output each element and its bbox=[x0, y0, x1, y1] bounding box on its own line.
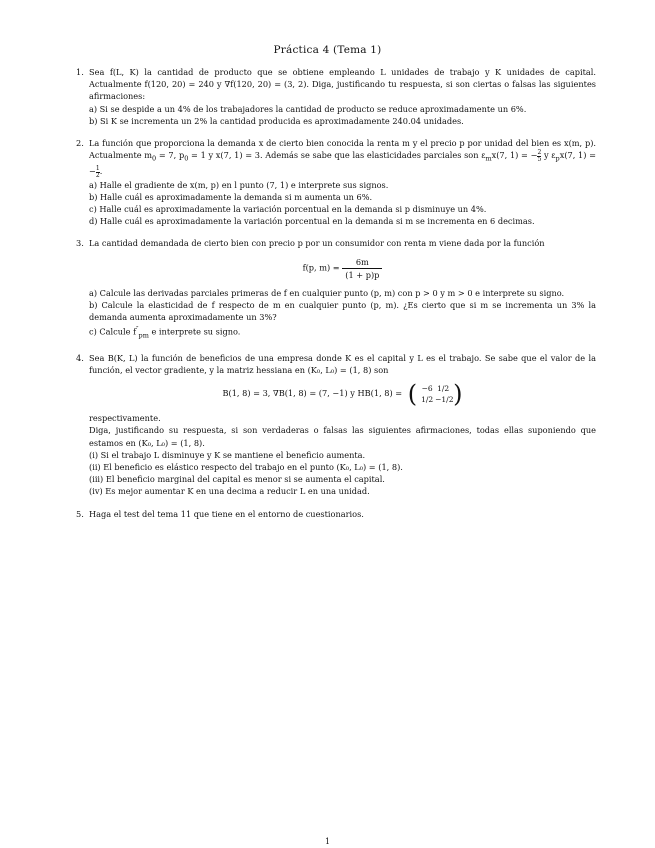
exercise-text: La función que proporciona la demanda x de cierto bien conocida la renta m y el precio p por unidad del bien es x(m, p). Actualmente $m_0 = 7$, $p_0 = 1$ y x(7, 1) = 3. Además se sabe que las elasticidades parciales son $\varepsilon_mx(7$, 1) = − $\frac{2}{5}$ y $\varepsilon_px(7$, 1) = − $\frac{1}{2}$ . bbox=[89, 138, 596, 179]
exercise-part: a) Si se despide a un 4% de los trabajadores la cantidad de producto se reduce aproximadamente un 6%. bbox=[89, 103, 527, 114]
exercise-text: Sea B(K, L) la función de beneficios de una empresa donde K es el capital y L es el trabajo. Se sabe que el valor de la función, el vector gradiente, y la matriz hessiana en (K₀, L₀) = (1, 8) son bbox=[89, 352, 596, 375]
exercise-part: a) Calcule las derivadas parciales primeras de f en cualquier punto (p, m) con p > 0 y m > 0 e interprete su signo. bbox=[89, 287, 565, 298]
exercise-list bbox=[76, 66, 596, 530]
exercise-number: 2. bbox=[76, 138, 84, 149]
exercise-text: Haga el test del tema 11 que tiene en el entorno de cuestionarios. bbox=[89, 508, 364, 519]
exercise-part: c) Halle cuál es aproximadamente la variación porcentual en la demanda si p disminuye un 4%. bbox=[89, 203, 487, 214]
hessian-matrix: ( −6 1/2 1/2 −1/2 ) bbox=[407, 380, 463, 409]
exercise-number: 5. bbox=[76, 508, 84, 519]
exercise-text: respectivamente. bbox=[89, 413, 161, 424]
exercise-text: Sea f(L, K) la cantidad de producto que se obtiene empleando L unidades de trabajo y K unidades de capital. Actualmente f(120, 20) = 240 y ∇f(120, 20) = (3, 2). Diga, justificando tu respuesta, si son ciertas o falsas las siguientes afirmaciones: bbox=[89, 67, 596, 102]
exercise-part: (ii) El beneficio es elástico respecto del trabajo en el punto (K₀, L₀) = (1, 8). bbox=[89, 461, 403, 472]
exercise-part: c) Calcule $f''_{pm}$ e interprete su signo. bbox=[89, 325, 241, 340]
exercise-number: 4. bbox=[76, 352, 84, 363]
exercise-5 bbox=[76, 508, 596, 520]
exercise-part: b) Halle cuál es aproximadamente la demanda si m aumenta un 6%. bbox=[89, 191, 373, 202]
exercise-number: 3. bbox=[76, 238, 84, 249]
fraction: $\frac{1}{2}$ bbox=[95, 164, 100, 179]
exercise-number: 1. bbox=[76, 67, 84, 77]
fraction: $\frac{2}{5}$ bbox=[537, 148, 542, 163]
exercise-part: d) Halle cuál es aproximadamente la variación porcentual en la demanda si m se incrementa en 6 decimas. bbox=[89, 216, 535, 227]
exercise-4 bbox=[76, 352, 596, 498]
exercise-part: b) Si K se incrementa un 2% la cantidad producida es aproximadamente 240.04 unidades. bbox=[89, 115, 464, 126]
exercise-text: La cantidad demandada de cierto bien con precio p por un consumidor con renta m viene dada por la función bbox=[89, 238, 545, 249]
hessian-formula: B(1, 8) = 3, ∇B(1, 8) = (7, −1) y HB(1, 8) = ( −6 1/2 1/2 −1/2 ) bbox=[222, 380, 463, 409]
exercise-part: (iii) El beneficio marginal del capital es menor si se aumenta el capital. bbox=[89, 474, 385, 485]
exercise-3 bbox=[76, 237, 596, 341]
demand-formula: f(p, m) = $\frac{6m}{(1 + p)p}$ bbox=[89, 256, 596, 281]
exercise-part: (i) Si el trabajo L disminuye y K se mantiene el beneficio aumenta. bbox=[89, 449, 366, 460]
page-number: 1 bbox=[324, 837, 331, 846]
exercise-part: a) Halle el gradiente de x(m, p) en l punto (7, 1) e interprete sus signos. bbox=[89, 179, 389, 190]
exercise-text: Diga, justificando su respuesta, si son verdaderas o falsas las siguientes afirmaciones, todas ellas suponiendo que estamos en (K₀, L₀) = (1, 8). bbox=[89, 425, 596, 448]
exercise-1 bbox=[76, 66, 596, 127]
page-title: Práctica 4 (Tema 1) bbox=[273, 44, 382, 56]
exercise-part: b) Calcule la elasticidad de f respecto de m en cualquier punto (p, m). ¿Es cierto que si m se incrementa un 3% la demanda aumenta aproximadamente un 3%? bbox=[89, 299, 596, 322]
exercise-part: (iv) Es mejor aumentar K en una decima a reducir L en una unidad. bbox=[89, 486, 370, 497]
exercise-2 bbox=[76, 137, 596, 227]
